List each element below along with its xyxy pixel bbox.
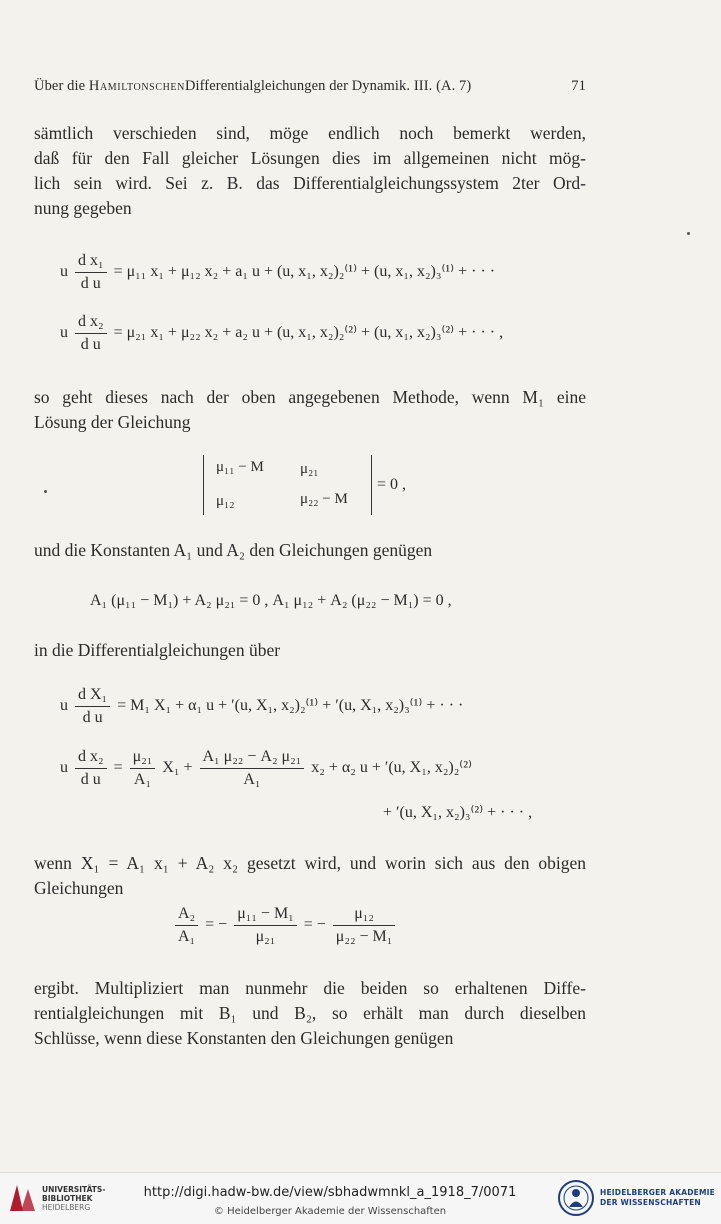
numerator: d x₂ bbox=[75, 748, 107, 769]
equation-2 bbox=[60, 313, 503, 354]
numerator: A₁ μ₂₂ − A₂ μ₂₁ bbox=[200, 748, 305, 769]
scan-speck bbox=[44, 490, 47, 493]
equation-rhs: = μ₂₁ x₁ + μ₂₂ x₂ + a₂ u + (u, x₁, x₂)₂⁽²⁾ + (u, x₁, x₂)₃⁽²⁾ + · · · , bbox=[113, 324, 504, 342]
paragraph-2 bbox=[34, 385, 586, 435]
denominator: d u bbox=[80, 275, 101, 292]
det-cell: μ₂₁ bbox=[300, 461, 319, 477]
fraction-mu12-mu22M1 bbox=[333, 905, 396, 946]
text-line: nung gegeben bbox=[34, 198, 132, 218]
text-line: Gleichungen bbox=[34, 878, 124, 898]
numerator: μ₁₁ − M₁ bbox=[234, 905, 297, 926]
text-line: daß für den Fall gleicher Lösungen dies im allgemeinen nicht mög- bbox=[34, 148, 586, 168]
denominator: μ₂₂ − M₁ bbox=[335, 928, 393, 945]
symbol-u: u bbox=[60, 697, 68, 715]
fraction-coefficient bbox=[200, 748, 305, 789]
symbol-u: u bbox=[60, 263, 68, 281]
fraction-mu21-A1 bbox=[130, 748, 156, 789]
paragraph-1 bbox=[34, 121, 586, 221]
numerator: A₂ bbox=[175, 905, 198, 926]
det-cell: μ₁₂ bbox=[216, 493, 235, 509]
symbol-u: u bbox=[60, 759, 68, 777]
text-line: rentialgleichungen mit B₁ und B₂, so erhält man durch dieselben bbox=[34, 1003, 586, 1023]
fraction-dx1-du bbox=[75, 252, 107, 293]
denominator: A₁ bbox=[133, 771, 152, 788]
running-header bbox=[34, 78, 586, 95]
paragraph-5 bbox=[34, 851, 586, 901]
page-number: 71 bbox=[571, 78, 586, 94]
equation-rhs: = M₁ X₁ + α₁ u + ′(u, X₁, x₂)₂⁽¹⁾ + ′(u, X₁, x₂)₃⁽¹⁾ + · · · bbox=[117, 697, 464, 715]
equation-part: X₁ + bbox=[162, 759, 193, 777]
header-suffix: Differentialgleichungen der Dynamik. III. (A. 7) bbox=[184, 78, 472, 94]
fraction-A2-A1 bbox=[175, 905, 198, 946]
equation-3 bbox=[60, 686, 463, 727]
constant-equations: A₁ (μ₁₁ − M₁) + A₂ μ₂₁ = 0 , A₁ μ₁₂ + A₂ (μ₂₂ − M₁) = 0 , bbox=[90, 592, 452, 609]
equation-4: u $\frac{\text{d x₂}}{\text{d u}}$ = $\frac{\text{μ₂₁}}{\text{A₁}}$ X₁ + $\frac{\text{A₁ μ₂₂ − A₂ μ₂₁}}{\text{A₁}}$ x₂ + α₂ u + ′(u, X₁, x₂)₂⁽²⁾ bbox=[60, 748, 472, 788]
equals-minus: = − bbox=[303, 916, 326, 934]
determinant-rhs: = 0 , bbox=[377, 476, 407, 493]
text-line: Lösung der Gleichung bbox=[34, 412, 191, 432]
determinant bbox=[203, 455, 372, 515]
denominator: d u bbox=[80, 771, 101, 788]
equation-1 bbox=[60, 252, 495, 293]
text-line: Schlüsse, wenn diese Konstanten den Gleichungen genügen bbox=[34, 1028, 454, 1048]
scan-speck bbox=[687, 232, 690, 235]
numerator: d x₂ bbox=[75, 313, 107, 334]
header-prefix: Über die bbox=[34, 78, 86, 94]
fraction-dX1-du bbox=[75, 686, 110, 727]
ratio-equation bbox=[172, 905, 398, 946]
fraction-mu11M1-mu21 bbox=[234, 905, 297, 946]
text-line: ergibt. Multipliziert man nunmehr die beiden so erhaltenen Diffe- bbox=[34, 978, 586, 998]
numerator: d x₁ bbox=[75, 252, 107, 273]
det-cell: μ₂₂ − M bbox=[300, 491, 348, 507]
equation-part: x₂ + α₂ u + ′(u, X₁, x₂)₂⁽²⁾ bbox=[311, 759, 472, 777]
text-line: lich sein wird. Sei z. B. das Differentialgleichungssystem 2ter Ord- bbox=[34, 173, 586, 193]
text-line: so geht dieses nach der oben angegebenen Methode, wenn M₁ eine bbox=[34, 387, 586, 407]
denominator: d u bbox=[80, 336, 101, 353]
det-cell: μ₁₁ − M bbox=[216, 459, 264, 475]
equals-minus: = − bbox=[205, 916, 228, 934]
denominator: μ₂₁ bbox=[255, 928, 276, 945]
paragraph-3 bbox=[34, 538, 586, 563]
equation-rhs: = μ₁₁ x₁ + μ₁₂ x₂ + a₁ u + (u, x₁, x₂)₂⁽¹⁾ + (u, x₁, x₂)₃⁽¹⁾ + · · · bbox=[113, 263, 496, 281]
numerator: d X₁ bbox=[75, 686, 110, 707]
paragraph-4 bbox=[34, 638, 586, 663]
document-url-link[interactable]: http://digi.hadw-bw.de/view/sbhadwmnkl_a_1918_7/0071 bbox=[143, 1185, 517, 1200]
denominator: d u bbox=[82, 709, 103, 726]
denominator: A₁ bbox=[243, 771, 261, 788]
numerator: μ₁₂ bbox=[333, 905, 396, 926]
viewer-footer bbox=[0, 1172, 721, 1224]
text-line: in die Differentialgleichungen über bbox=[34, 640, 281, 660]
header-name: Hamiltonschen bbox=[88, 78, 185, 94]
denominator: A₁ bbox=[178, 928, 196, 945]
symbol-u: u bbox=[60, 324, 68, 342]
paragraph-7 bbox=[34, 976, 586, 1051]
text-line: sämtlich verschieden sind, möge endlich noch bemerkt werden, bbox=[34, 123, 586, 143]
academy-seal-icon[interactable] bbox=[558, 1178, 594, 1218]
university-library-name: UNIVERSITÄTS- BIBLIOTHEK HEIDELBERG bbox=[42, 1185, 106, 1212]
academy-name: HEIDELBERGER AKADEMIE DER WISSENSCHAFTEN bbox=[600, 1188, 715, 1207]
fraction-dx2-du bbox=[75, 748, 107, 789]
copyright-notice: © Heidelberger Akademie der Wissenschaften bbox=[213, 1206, 447, 1217]
text-line: wenn X₁ = A₁ x₁ + A₂ x₂ gesetzt wird, und worin sich aus den obigen bbox=[34, 853, 586, 873]
numerator: μ₂₁ bbox=[130, 748, 156, 769]
equation-4-continuation: + ′(u, X₁, x₂)₃⁽²⁾ + · · · , bbox=[383, 804, 533, 821]
university-library-logo-icon[interactable] bbox=[8, 1181, 38, 1213]
fraction-dx2-du bbox=[75, 313, 107, 354]
text-line: und die Konstanten A₁ und A₂ den Gleichungen genügen bbox=[34, 540, 433, 560]
